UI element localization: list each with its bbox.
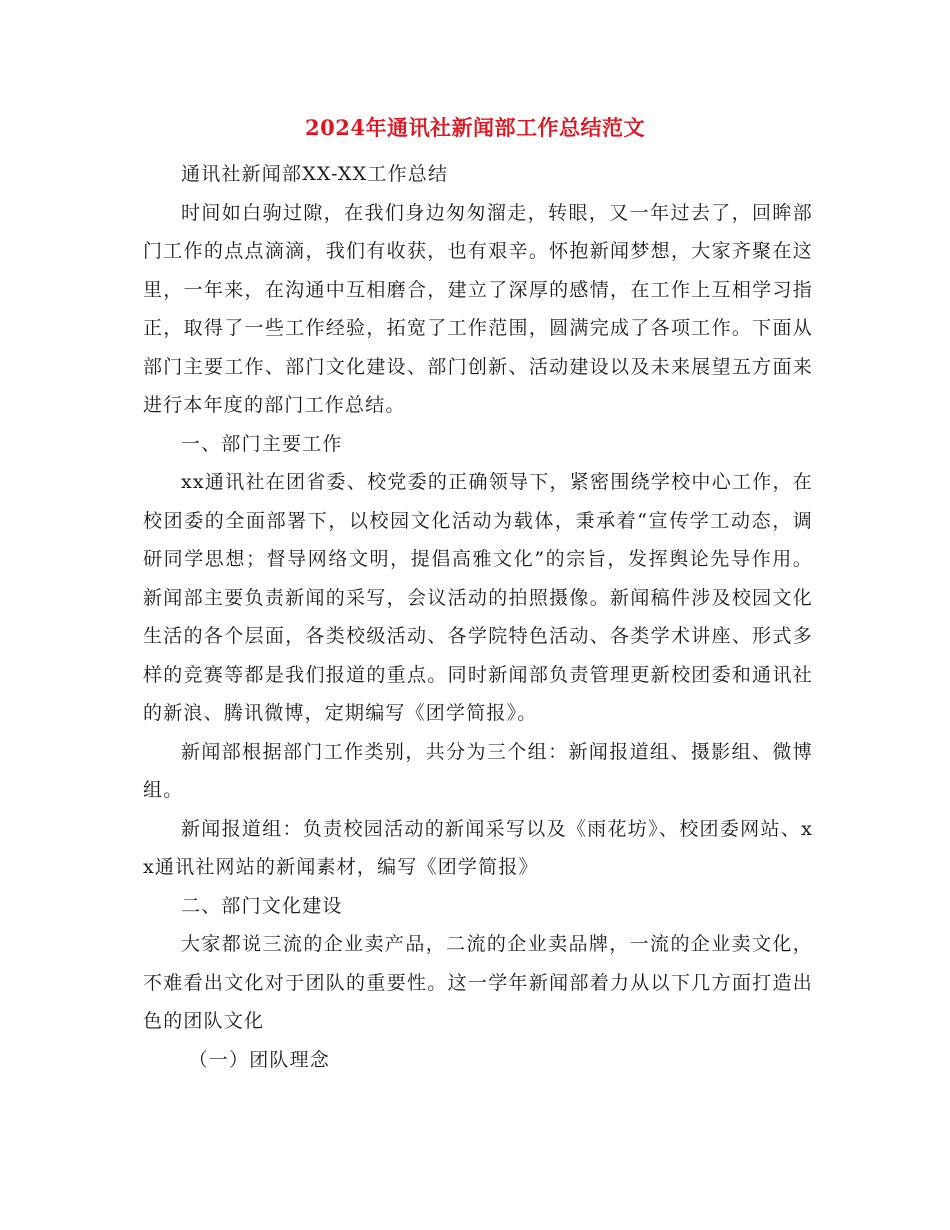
document-title: 2024年通讯社新闻部工作总结范文 <box>305 115 645 140</box>
paragraph-intro: 时间如白驹过隙，在我们身边匆匆溜走，转眼，又一年过去了，回眸部门工作的点点滴滴，我们有收获，也有艰辛。怀抱新闻梦想，大家齐聚在这里，一年来，在沟通中互相磨合，建立了深厚的感情，在工作上互相学习指正，取得了一些工作经验，拓宽了工作范围，圆满完成了各项工作。下面从部门主要工作、部门文化建设、部门创新、活动建设以及未来展望五方面来进行本年度的部门工作总结。 <box>143 201 813 416</box>
document-body <box>143 155 813 1079</box>
paragraph-news-group: 新闻报道组：负责校园活动的新闻采写以及《雨花坊》、校团委网站、xx通讯社网站的新闻素材，编写《团学简报》 <box>143 817 813 878</box>
paragraph-main-work: xx通讯社在团省委、校党委的正确领导下，紧密围绕学校中心工作，在校团委的全面部署下，以校园文化活动为载体，秉承着“宣传学工动态，调研同学思想；督导网络文明，提倡高雅文化”的宗旨，发挥舆论先导作用。新闻部主要负责新闻的采写，会议活动的拍照摄像。新闻稿件涉及校园文化生活的各个层面，各类校级活动、各学院特色活动、各类学术讲座、形式多样的竞赛等都是我们报道的重点。同时新闻部负责管理更新校团委和通讯社的新浪、腾讯微博，定期编写《团学简报》。 <box>143 471 813 724</box>
subtitle-line: 通讯社新闻部XX-XX工作总结 <box>181 163 449 185</box>
paragraph-culture: 大家都说三流的企业卖产品，二流的企业卖品牌，一流的企业卖文化，不难看出文化对于团队的重要性。这一学年新闻部着力从以下几方面打造出色的团队文化 <box>143 933 813 1032</box>
subsection-heading-1: （一）团队理念 <box>188 1048 330 1071</box>
paragraph-groups: 新闻部根据部门工作类别，共分为三个组：新闻报道组、摄影组、微博组。 <box>143 740 813 801</box>
section-heading-2: 二、部门文化建设 <box>181 894 343 917</box>
section-heading-1: 一、部门主要工作 <box>181 432 343 455</box>
